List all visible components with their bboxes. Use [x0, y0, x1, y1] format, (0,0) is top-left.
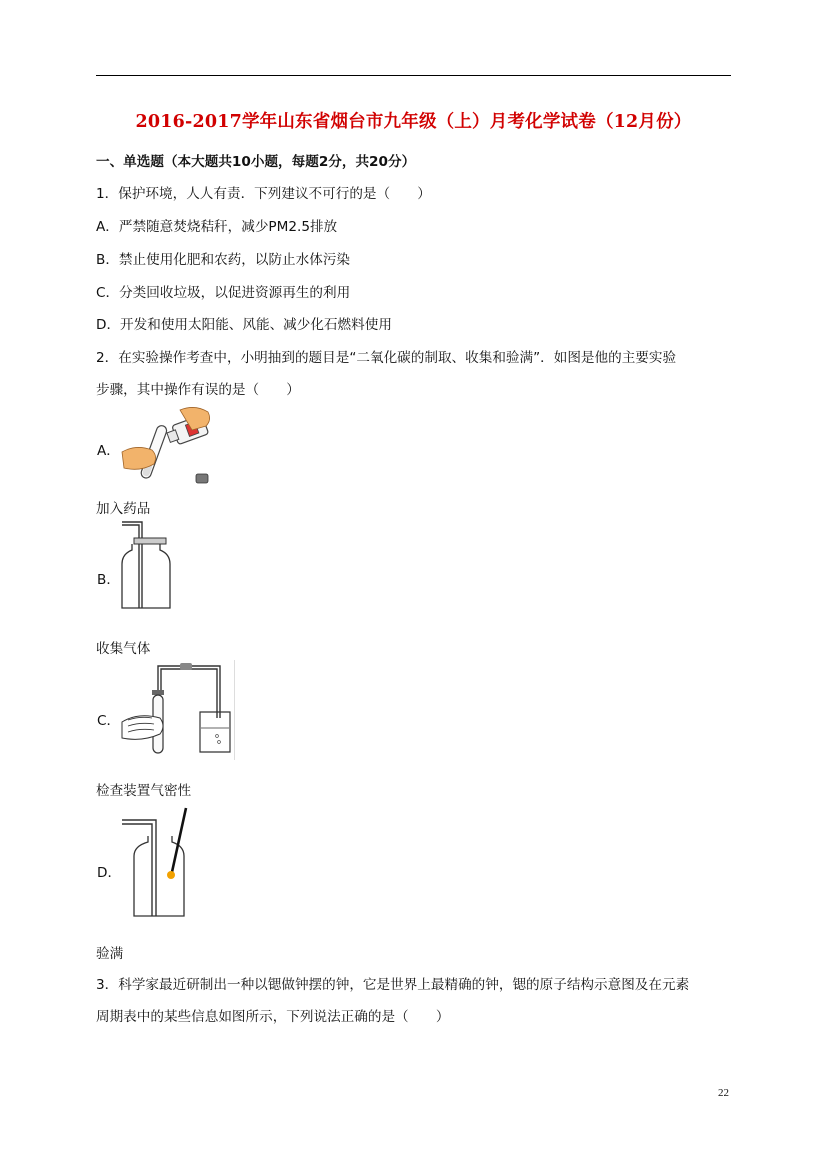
section-heading: 一、单选题（本大题共10小题，每题2分，共20分） [96, 154, 416, 170]
question-2-option-b-caption: 收集气体 [96, 641, 151, 657]
question-1-option-a: A．严禁随意焚烧秸秆，减少PM2.5排放 [96, 219, 338, 235]
question-2-stem-line-1: 2．在实验操作考查中，小明抽到的题目是“二氧化碳的制取、收集和验满”．如图是他的主要实验 [96, 350, 677, 366]
question-1-option-d: D．开发和使用太阳能、风能、减少化石燃料使用 [96, 317, 392, 333]
question-2-option-d-letter: D． [97, 865, 122, 881]
question-2-option-a-caption: 加入药品 [96, 501, 151, 517]
question-2-option-b-letter: B． [97, 572, 120, 588]
question-2-stem-line-2: 步骤，其中操作有误的是（ ） [96, 382, 300, 398]
question-2-option-c-caption: 检查装置气密性 [96, 783, 192, 799]
question-2-option-a-letter: A． [97, 443, 120, 459]
gas-collection-bottle-image [120, 518, 175, 613]
question-3-stem-line-1: 3．科学家最近研制出一种以锶做钟摆的钟，它是世界上最精确的钟，锶的原子结构示意图及在元素 [96, 977, 690, 993]
gas-full-test-image [120, 806, 200, 921]
header-rule [96, 75, 731, 76]
question-2-option-c-letter: C． [97, 713, 121, 729]
page-number: 22 [718, 1087, 729, 1099]
airtightness-check-image [120, 660, 235, 760]
question-1-stem: 1．保护环境，人人有责．下列建议不可行的是（ ） [96, 186, 431, 202]
question-2-option-d-caption: 验满 [96, 946, 124, 962]
test-tube-pouring-image [120, 402, 215, 487]
question-3-stem-line-2: 周期表中的某些信息如图所示，下列说法正确的是（ ） [96, 1009, 450, 1025]
question-1-option-c: C．分类回收垃圾，以促进资源再生的利用 [96, 285, 351, 301]
page-title: 2016-2017学年山东省烟台市九年级（上）月考化学试卷（12月份） [135, 112, 692, 132]
question-1-option-b: B．禁止使用化肥和农药，以防止水体污染 [96, 252, 351, 268]
